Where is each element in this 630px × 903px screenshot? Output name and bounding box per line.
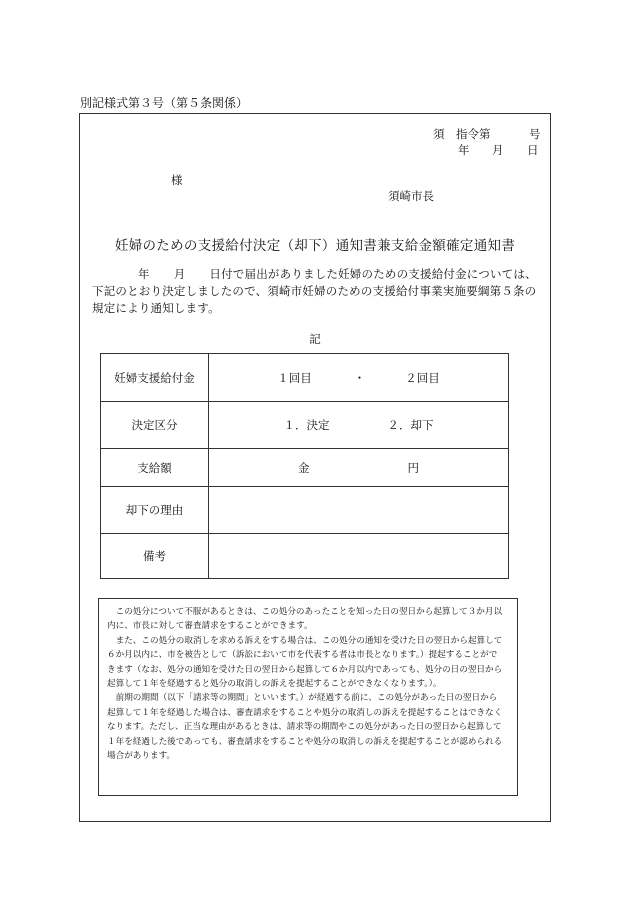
date-year: 年 (458, 143, 470, 157)
notice-line: この処分について不服があるときは、この処分のあったことを知った日の翌日から起算して３か月以 (115, 607, 503, 617)
notice-line: １年を経過した後であっても、審査請求をすることや処分の取消しの訴えを提起することが認められる (107, 736, 503, 747)
body-line-2: 下記のとおり決定しましたので、須崎市妊婦のための支援給付事業実施要綱第５条の (92, 284, 537, 298)
notice-line: また、この処分の取消しを求める訴えをする場合は、この処分の通知を受けた日の翌日から起算して (115, 635, 503, 646)
body-line-1-text: 日付で届出がありました妊婦のための支援給付金については、 (209, 267, 537, 281)
notice-line: 前期の期間（以下「請求等の期間」といいます。）が経過する前に、この処分があった日の翌日から (115, 693, 498, 704)
ref-directive: 指令第 (456, 127, 491, 141)
notice-line: 起算して１年を経過すると処分の取消しの訴えを提起することができなくなります。）。 (107, 679, 442, 690)
ref-no-suffix: 号 (529, 127, 541, 141)
benefit-first: １回目 (277, 370, 312, 385)
ref-prefix: 須 (433, 127, 445, 141)
recipient-suffix: 様 (171, 173, 183, 187)
amount-prefix: 金 (298, 460, 310, 475)
ki-heading: 記 (309, 332, 321, 346)
notice-line: 内に、市長に対して審査請求をすることができます。 (107, 621, 313, 632)
decision-table (100, 353, 509, 579)
table-row (101, 402, 509, 449)
label-amount: 支給額 (101, 449, 209, 487)
value-amount (209, 449, 509, 487)
form-number: 別記様式第３号（第５条関係） (80, 96, 249, 110)
decision-approve: １．決定 (283, 418, 330, 432)
label-reject-reason: 却下の理由 (101, 487, 209, 534)
value-remarks (209, 534, 509, 579)
issuer: 須崎市長 (388, 189, 434, 203)
body-year: 年 (138, 267, 150, 281)
body-text (92, 266, 536, 317)
table-row (101, 354, 509, 402)
body-line-3: 規定により通知します。 (92, 301, 220, 315)
notice-line: 起算して１年を経過した場合は、審査請求をすることや処分の取消しの訴えを提起することはできなく (107, 707, 503, 718)
benefit-second: ２回目 (405, 370, 440, 385)
date-day: 日 (527, 143, 539, 157)
value-decision (209, 402, 509, 449)
body-line-1 (92, 266, 536, 283)
notice-line: ６か月以内に、市を被告として（訴訟において市を代表する者は市長となります。）提起することがで (107, 650, 498, 661)
appeal-notice (98, 598, 518, 796)
notice-line: きます（なお、処分の通知を受けた日の翌日から起算して６か月以内であっても、処分の日の翌日から (107, 664, 503, 675)
notice-line: なります。ただし、正当な理由があるときは、請求等の期間やこの処分があった日の翌日から起算して (107, 722, 502, 733)
body-month: 月 (173, 267, 186, 281)
value-reject-reason (209, 487, 509, 534)
table-row (101, 449, 509, 487)
benefit-separator: ・ (353, 370, 366, 385)
amount-suffix: 円 (407, 460, 419, 475)
document-title: 妊婦のための支援給付決定（却下）通知書兼支給金額確定通知書 (114, 238, 516, 254)
date-month: 月 (492, 143, 504, 157)
notice-line: 場合があります。 (107, 751, 176, 762)
table-row (101, 487, 509, 534)
decision-reject: ２．却下 (387, 418, 434, 432)
label-decision: 決定区分 (101, 402, 209, 449)
table-row (101, 534, 509, 579)
label-benefit: 妊婦支援給付金 (101, 354, 209, 402)
value-benefit (209, 354, 509, 402)
label-remarks: 備考 (101, 534, 209, 579)
